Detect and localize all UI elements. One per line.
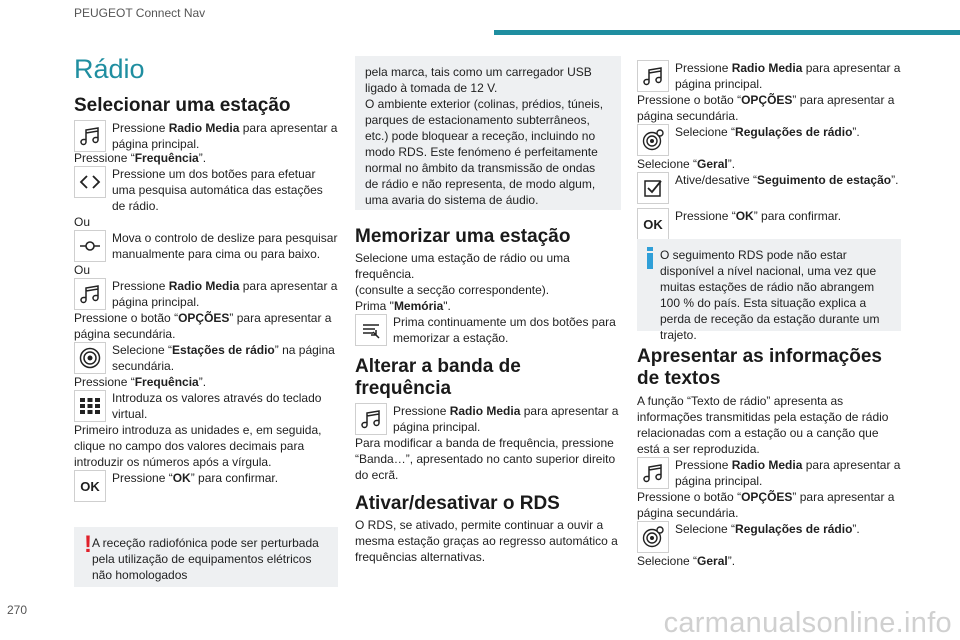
text-bold: OPÇÕES: [178, 311, 230, 325]
text: ”.: [852, 522, 860, 536]
text: Selecione “: [637, 157, 698, 171]
text: Mova o controlo de deslize para pesquisar manualmente para cima ou para baixo.: [112, 231, 338, 261]
checkbox-icon: [637, 172, 669, 204]
text: ".: [443, 299, 451, 313]
text: ”.: [727, 157, 736, 171]
text-bold: OK: [172, 471, 191, 485]
text-bold: Geral: [697, 554, 728, 568]
step-band-radio-media: [355, 403, 621, 435]
text: Prima ": [355, 299, 394, 313]
text: Selecione “: [637, 554, 698, 568]
step-text-radio-media: [637, 457, 903, 489]
warning-box-continued: pela marca, tais como um carregador USB ligado à tomada de 12 V. O ambiente exterior (colinas, prédios, túneis, parques de estacionamento subterrâneos, etc.) pode bloquear a receção, incluindo no modo RDS. Este fenómeno é perfeitamente normal no âmbito da transmissão de ondas de rádio e não representa, de modo algum, uma avaria do sistema de áudio.: [355, 56, 621, 210]
warning-mark-icon: !: [84, 531, 92, 558]
page-number: 270: [7, 603, 28, 617]
text: ” para apresentar a página secundária.: [637, 490, 895, 520]
text-bold: Memória: [393, 299, 444, 313]
step-memorize: [355, 314, 621, 346]
step-keyboard: [74, 390, 338, 422]
text: Pressione: [393, 404, 450, 418]
text-bold: Radio Media: [449, 404, 521, 418]
text: Selecione “: [112, 343, 173, 357]
text: para apresentar a página principal.: [112, 121, 338, 151]
seek-arrows-icon: [74, 166, 106, 198]
text: ” para confirmar.: [190, 471, 279, 485]
text: (consulte a secção correspondente).: [355, 283, 550, 297]
memorize-steps: [355, 250, 621, 346]
ok-button-icon: OK: [637, 208, 669, 240]
ok-button-icon: OK: [74, 470, 106, 502]
text: ”.: [198, 151, 207, 165]
step-rds-radio-media: [637, 60, 903, 92]
info-mark-icon: [647, 247, 652, 343]
text: Pressione: [675, 61, 732, 75]
text: Pressione: [112, 279, 169, 293]
step-radio-media-2: [74, 278, 338, 310]
text: Ative/desative “: [675, 173, 758, 187]
text: para apresentar a página principal.: [675, 458, 901, 488]
warning-text: A receção radiofónica pode ser perturbada pela utilização de equipamentos elétricos não homologados: [92, 536, 319, 582]
text: Pressione um dos botões para efetuar uma pesquisa automática das estações de rádio.: [112, 167, 323, 213]
text: Pressione “: [675, 209, 736, 223]
text: Introduza os valores através do teclado virtual.: [112, 391, 322, 421]
radio-waves-icon: [74, 342, 106, 374]
section-title-text: Apresentar as informações de textos: [637, 346, 882, 389]
text: ” na página secundária.: [112, 343, 335, 373]
select-steps: [74, 120, 338, 502]
section-title-select: Selecionar uma estação: [74, 95, 291, 116]
music-note-icon: [74, 120, 106, 152]
text-bold: OPÇÕES: [741, 490, 793, 504]
text: Primeiro introduza as unidades e, em seguida, clique no campo dos valores decimais para introduzir os números após a vírgula.: [74, 423, 322, 469]
step-rds-ok: [637, 208, 903, 240]
radio-settings-icon: [637, 124, 669, 156]
step-slider: [74, 230, 338, 262]
step-rds-settings: [637, 124, 903, 156]
text: ” para apresentar a página secundária.: [74, 311, 332, 341]
text: para apresentar a página principal.: [393, 404, 619, 434]
text-bold: Radio Media: [731, 458, 803, 472]
text: para apresentar a página principal.: [112, 279, 338, 309]
radio-settings-icon: [637, 521, 669, 553]
step-rds-toggle: [637, 172, 903, 204]
info-text: O seguimento RDS pode não estar disponível a nível nacional, uma vez que muitas estações de rádio não abrangem 100 % do país. Esta situação explica a perda de receção da estação durante um trajeto.: [660, 248, 880, 342]
music-note-icon: [355, 403, 387, 435]
text: para apresentar a página principal.: [675, 61, 901, 91]
text: Selecione uma estação de rádio ou uma frequência.: [355, 251, 570, 281]
text-bold: OPÇÕES: [741, 93, 793, 107]
music-note-icon: [637, 60, 669, 92]
text: Pressione “: [74, 375, 135, 389]
keyboard-icon: [74, 390, 106, 422]
text-bold: Seguimento de estação: [757, 173, 892, 187]
rds-steps: [637, 60, 903, 240]
step-seek: [74, 166, 338, 214]
text: ”.: [198, 375, 207, 389]
chapter-title: Rádio: [74, 54, 145, 84]
text-bold: Estações de rádio: [172, 343, 275, 357]
text-bold: Frequência: [134, 151, 199, 165]
music-note-icon: [74, 278, 106, 310]
text-bold: Regulações de rádio: [735, 125, 853, 139]
text: Pressione: [112, 121, 169, 135]
text: ”.: [891, 173, 899, 187]
music-note-icon: [637, 457, 669, 489]
info-box: [637, 239, 901, 342]
text: ”.: [727, 554, 736, 568]
text: Ou: [74, 215, 91, 229]
step-ok: [74, 470, 338, 502]
text-bold: Frequência: [134, 375, 199, 389]
step-text-settings: [637, 521, 903, 553]
text: Pressione o botão “: [637, 93, 742, 107]
section-title-band: Alterar a banda de frequência: [355, 356, 521, 399]
section-title-rds: Ativar/desativar o RDS: [355, 493, 560, 514]
step-radio-media: [74, 120, 338, 152]
text-steps: [637, 393, 903, 569]
text: Pressione o botão “: [637, 490, 742, 504]
running-header: PEUGEOT Connect Nav: [74, 6, 206, 20]
header-accent-bar: [494, 30, 960, 35]
text: Pressione o botão “: [74, 311, 179, 325]
text-bold: Radio Media: [731, 61, 803, 75]
text: ” para confirmar.: [753, 209, 842, 223]
text: Pressione “: [74, 151, 135, 165]
text: Selecione “: [675, 125, 736, 139]
tune-slider-icon: [74, 230, 106, 262]
text-bold: Radio Media: [168, 121, 240, 135]
text: Selecione “: [675, 522, 736, 536]
text-bold: OK: [735, 209, 754, 223]
watermark: carmanualsonline.info: [663, 607, 952, 639]
text: A função “Texto de rádio” apresenta as informações transmitidas pela estação de rádio relacionadas com a estação ou a canção que está a ser reproduzida.: [637, 394, 889, 456]
text: Ou: [74, 263, 91, 277]
text: Pressione: [675, 458, 732, 472]
band-steps: [355, 403, 621, 483]
text: ” para apresentar a página secundária.: [637, 93, 895, 123]
text: Para modificar a banda de frequência, pressione “Banda…”, apresentado no canto superior direito do ecrã.: [355, 436, 616, 482]
memory-preset-icon: [355, 314, 387, 346]
text-bold: Regulações de rádio: [735, 522, 853, 536]
text-bold: Geral: [697, 157, 728, 171]
rds-intro: O RDS, se ativado, permite continuar a ouvir a mesma estação graças ao regresso automático a frequências alternativas.: [355, 518, 618, 564]
section-title-memorize: Memorizar uma estação: [355, 226, 571, 247]
warning-box: [74, 527, 338, 587]
text: Prima continuamente um dos botões para memorizar a estação.: [393, 315, 616, 345]
text: ”.: [852, 125, 860, 139]
step-stations: [74, 342, 338, 374]
text-bold: Radio Media: [168, 279, 240, 293]
text: Pressione “: [112, 471, 173, 485]
